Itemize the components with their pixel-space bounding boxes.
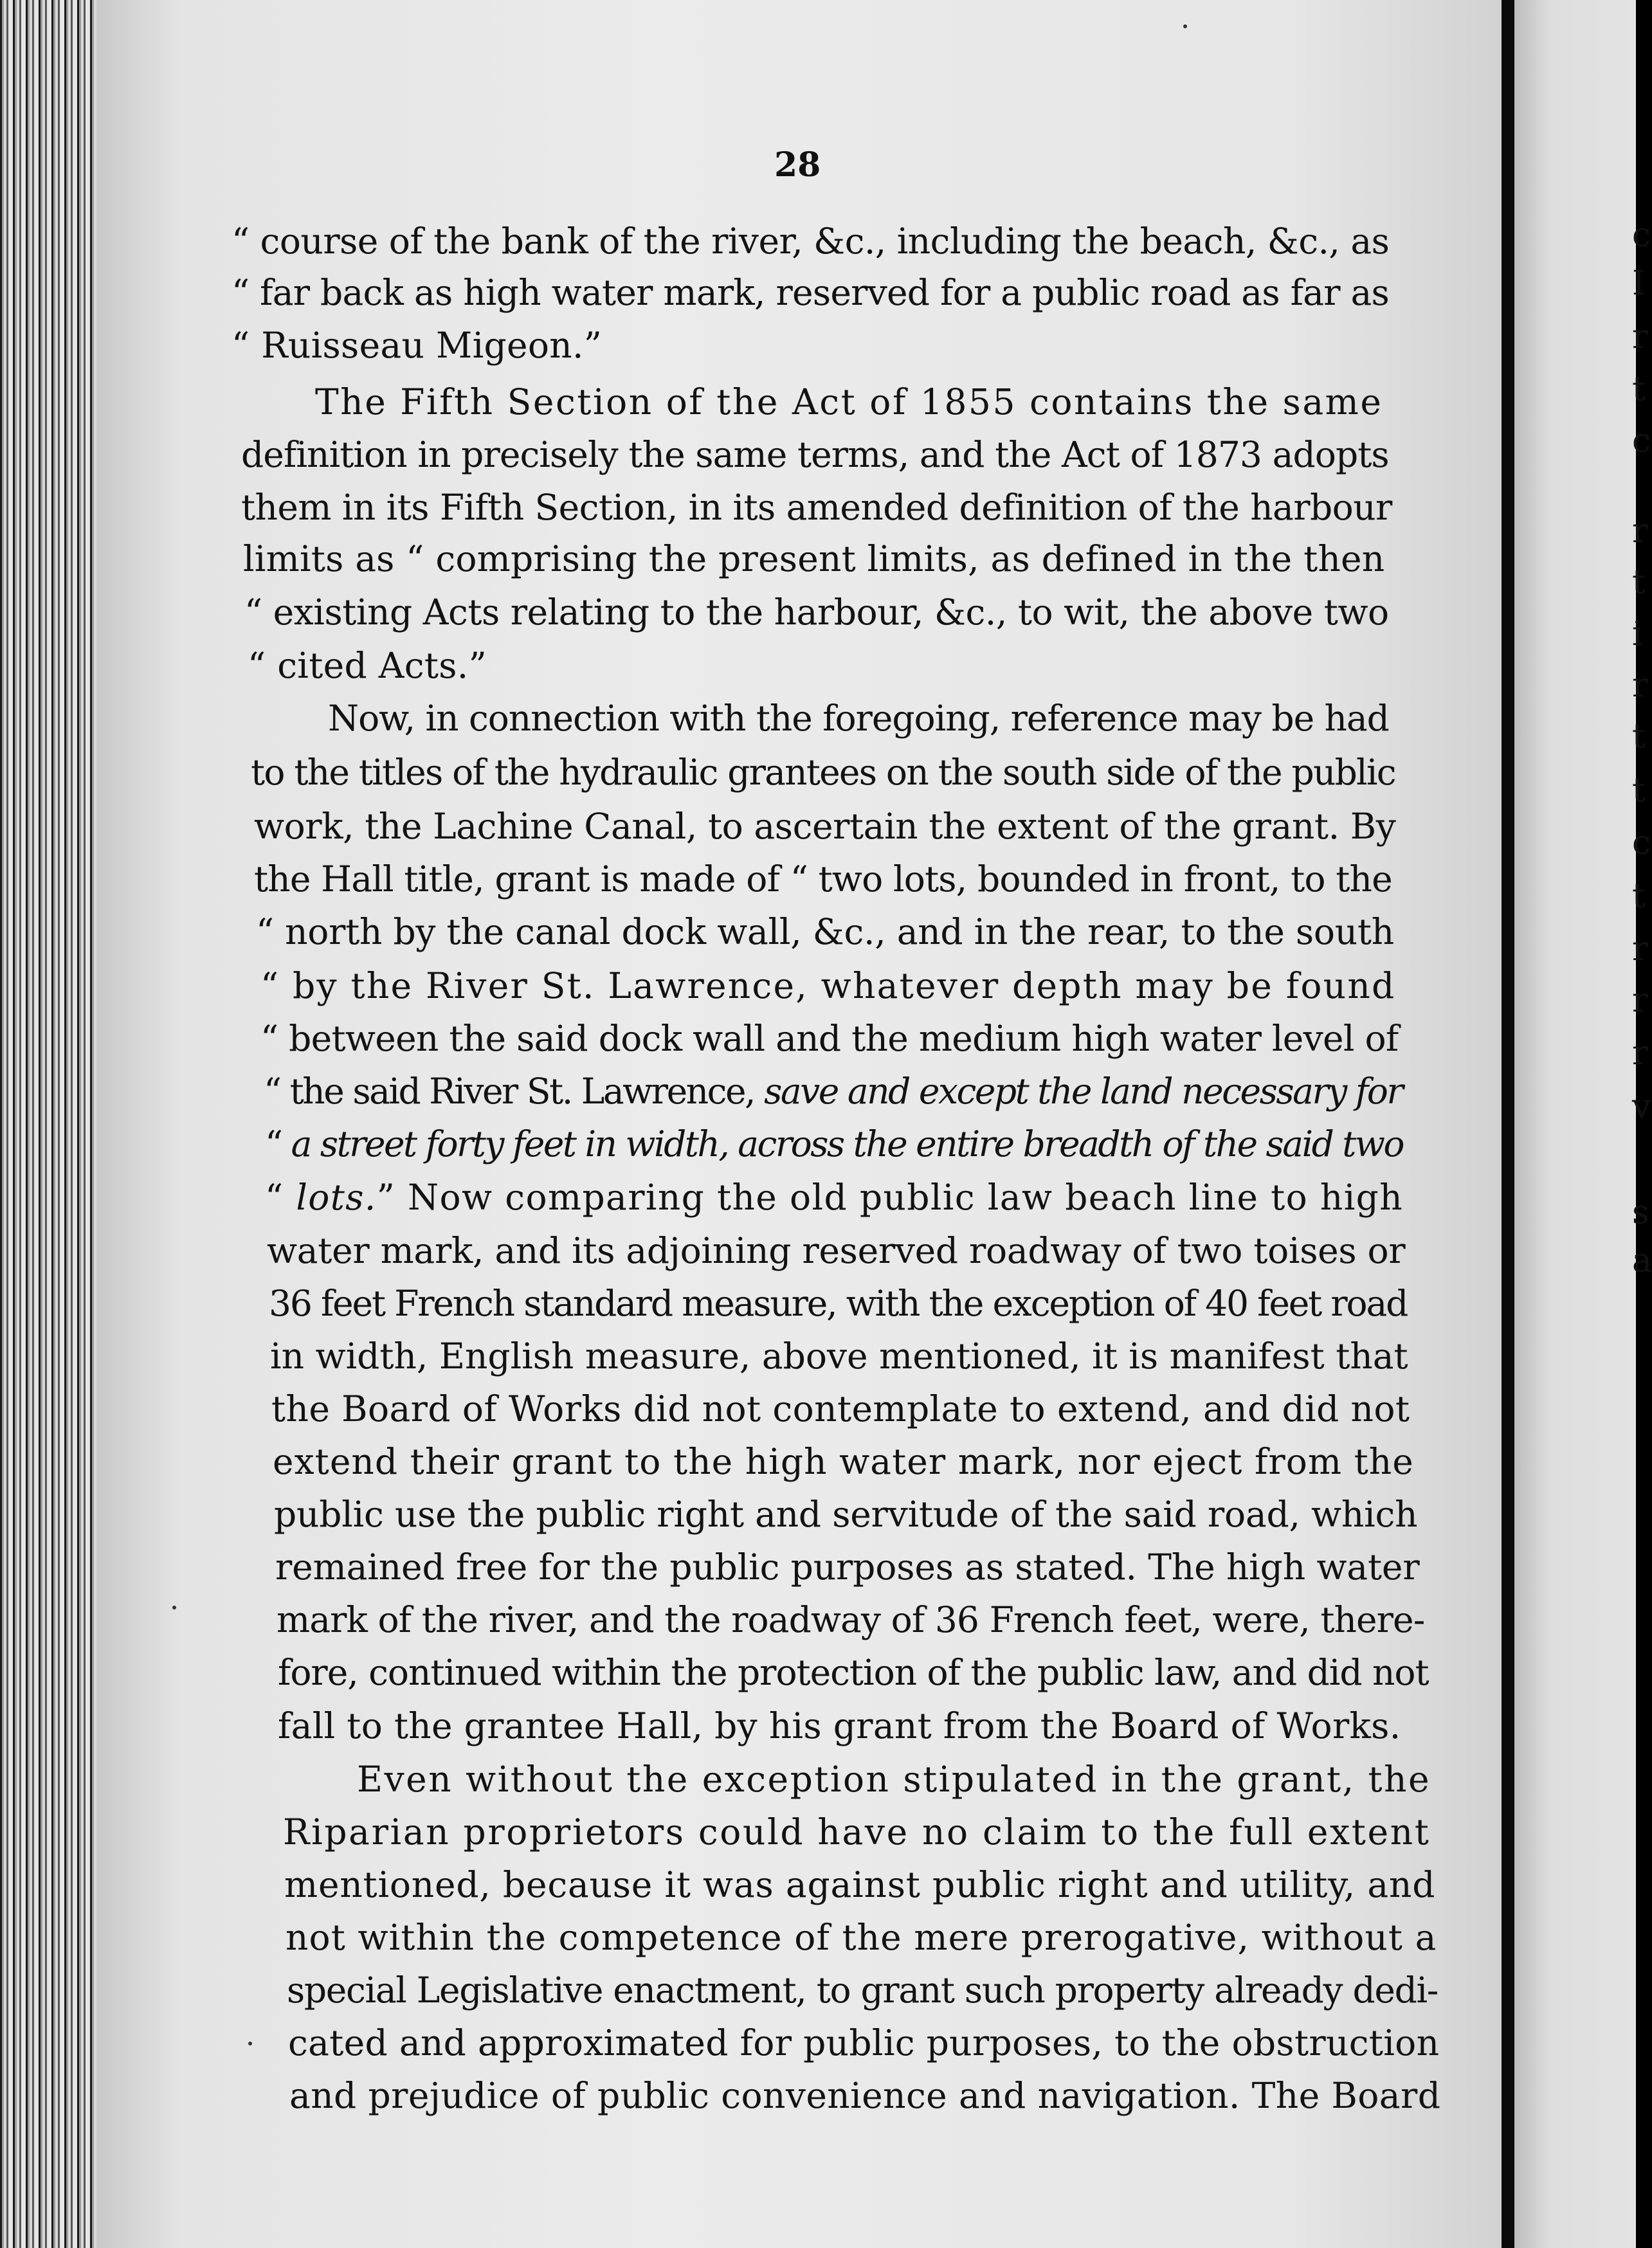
- text-line: [328, 698, 1389, 739]
- edge-letter: c: [1632, 216, 1651, 255]
- italic-text-run: a street forty feet in width, across the entire breadth of the said two: [291, 1123, 1404, 1165]
- text-line: [315, 381, 1383, 422]
- text-line: [264, 1071, 1402, 1112]
- text-line: [251, 752, 1395, 793]
- text-line: [244, 592, 1389, 633]
- text-line: [283, 1811, 1431, 1853]
- text-line: [287, 1970, 1439, 2011]
- text-line: [265, 1123, 1404, 1165]
- page-number: 28: [774, 145, 821, 185]
- text-line: [277, 1599, 1425, 1640]
- text-run: Even without the exception stipulated in the grant, the: [357, 1759, 1431, 1800]
- text-run: and prejudice of public convenience and navigation. The Board: [289, 2075, 1441, 2116]
- text-run: 36 feet French standard measure, with the exception of 40 feet road: [269, 1283, 1408, 1324]
- text-run: to the titles of the hydraulic grantees on the south side of the public: [251, 752, 1395, 793]
- edge-letter: t: [1632, 772, 1646, 810]
- text-run: the Hall title, grant is made of “ two lots, bounded in front, to the: [254, 858, 1392, 900]
- text-line: [241, 434, 1389, 475]
- edge-letter: r: [1632, 666, 1648, 705]
- text-run: cated and approximated for public purposes, to the obstruction: [288, 2022, 1440, 2063]
- text-line: [275, 1546, 1420, 1588]
- text-run: not within the competence of the mere prerogative, without a: [286, 1917, 1437, 1958]
- text-line: [357, 1759, 1431, 1800]
- text-run: Now, in connection with the foregoing, reference may be had: [328, 698, 1389, 739]
- text-run: public use the public right and servitude of the said road, which: [274, 1494, 1418, 1535]
- edge-letter: t: [1632, 718, 1646, 756]
- edge-letter: t: [1632, 370, 1646, 409]
- text-line: [271, 1388, 1410, 1429]
- text-run: in width, English measure, above mentioned, it is manifest that: [270, 1336, 1408, 1377]
- text-line: [254, 806, 1396, 847]
- text-run: “ north by the canal dock wall, &c., and in the rear, to the south: [256, 911, 1394, 952]
- edge-letter: r: [1632, 1034, 1648, 1073]
- text-line: [270, 1336, 1408, 1377]
- edge-letter: r: [1632, 512, 1648, 550]
- edge-letter: I: [1632, 264, 1646, 303]
- text-line: [289, 2075, 1441, 2116]
- text-run: mentioned, because it was against public right and utility, and: [284, 1864, 1436, 1905]
- text-run: mark of the river, and the roadway of 36 French feet, were, there-: [277, 1599, 1425, 1640]
- text-run: “ by the River St. Lawrence, whatever depth may be found: [260, 965, 1396, 1006]
- edge-letter: r: [1632, 318, 1648, 356]
- text-run: “ far back as high water mark, reserved for a public road as far as: [231, 272, 1390, 313]
- text-run: “ Ruisseau Migeon.”: [231, 325, 603, 366]
- text-line: [278, 1705, 1401, 1746]
- text-run: limits as “ comprising the present limits, as defined in the then: [243, 538, 1385, 579]
- edge-letter: a: [1632, 1242, 1652, 1280]
- edge-letter: t: [1632, 877, 1646, 916]
- italic-text-run: lots.: [296, 1177, 377, 1218]
- text-line: [241, 487, 1392, 528]
- text-run: definition in precisely the same terms, and the Act of 1873 adopts: [241, 434, 1389, 475]
- text-run: Riparian proprietors could have no claim to the full extent: [283, 1811, 1431, 1853]
- text-run: water mark, and its adjoining reserved roadway of two toises or: [267, 1230, 1406, 1271]
- edge-letter: c: [1632, 422, 1651, 460]
- text-run: “ cited Acts.”: [248, 645, 487, 686]
- edge-letter: c: [1632, 824, 1651, 862]
- text-run: “ existing Acts relating to the harbour, &c., to wit, the above two: [244, 592, 1389, 633]
- text-line: [256, 911, 1394, 952]
- text-line: [243, 538, 1385, 579]
- text-line: [273, 1441, 1414, 1482]
- text-run: remained free for the public purposes as stated. The high water: [275, 1546, 1420, 1588]
- text-run: “ the said River St. Lawrence,: [264, 1071, 765, 1112]
- text-line: [288, 2022, 1440, 2063]
- text-line: [254, 858, 1392, 900]
- edge-letter: v: [1632, 1087, 1651, 1126]
- text-run: work, the Lachine Canal, to ascertain the extent of the grant. By: [254, 806, 1396, 847]
- text-run: the Board of Works did not contemplate to extend, and did not: [271, 1388, 1410, 1429]
- text-run: The Fifth Section of the Act of 1855 contains the same: [315, 381, 1383, 422]
- text-line: [267, 1230, 1406, 1271]
- text-run: them in its Fifth Section, in its amended definition of the harbour: [241, 487, 1392, 528]
- text-line: [248, 645, 487, 686]
- edge-letter: r: [1632, 930, 1648, 968]
- text-line: [278, 1652, 1429, 1693]
- edge-letter: r: [1632, 981, 1648, 1020]
- text-run: ” Now comparing the old public law beach line to high: [376, 1177, 1404, 1218]
- dust-speck: [1183, 24, 1187, 28]
- text-line: [231, 221, 1390, 262]
- text-run: “: [265, 1177, 296, 1218]
- text-line: [286, 1917, 1437, 1958]
- text-run: fall to the grantee Hall, by his grant from the Board of Works.: [278, 1705, 1401, 1746]
- text-line: [265, 1177, 1404, 1218]
- edge-letter: s: [1632, 1193, 1649, 1232]
- text-line: [231, 272, 1390, 313]
- text-run: fore, continued within the protection of the public law, and did not: [278, 1652, 1429, 1693]
- text-line: [231, 325, 603, 366]
- edge-letter: t: [1632, 563, 1646, 602]
- italic-text-run: save and except the land necessary for: [764, 1071, 1402, 1112]
- dust-speck: [248, 2042, 252, 2045]
- dust-speck: [172, 1606, 176, 1609]
- text-line: [269, 1283, 1408, 1324]
- text-run: “ course of the bank of the river, &c., including the beach, &c., as: [231, 221, 1390, 262]
- text-line: [260, 1018, 1399, 1059]
- text-line: [274, 1494, 1418, 1535]
- next-page-text-fragments: [1632, 0, 1651, 2248]
- text-line: [260, 965, 1396, 1006]
- text-run: “ between the said dock wall and the medium high water level of: [260, 1018, 1399, 1059]
- text-line: [284, 1864, 1436, 1905]
- edge-letter: i: [1632, 615, 1643, 653]
- text-run: “: [265, 1123, 291, 1165]
- text-run: extend their grant to the high water mark, nor eject from the: [273, 1441, 1414, 1482]
- text-run: special Legislative enactment, to grant such property already dedi-: [287, 1970, 1439, 2011]
